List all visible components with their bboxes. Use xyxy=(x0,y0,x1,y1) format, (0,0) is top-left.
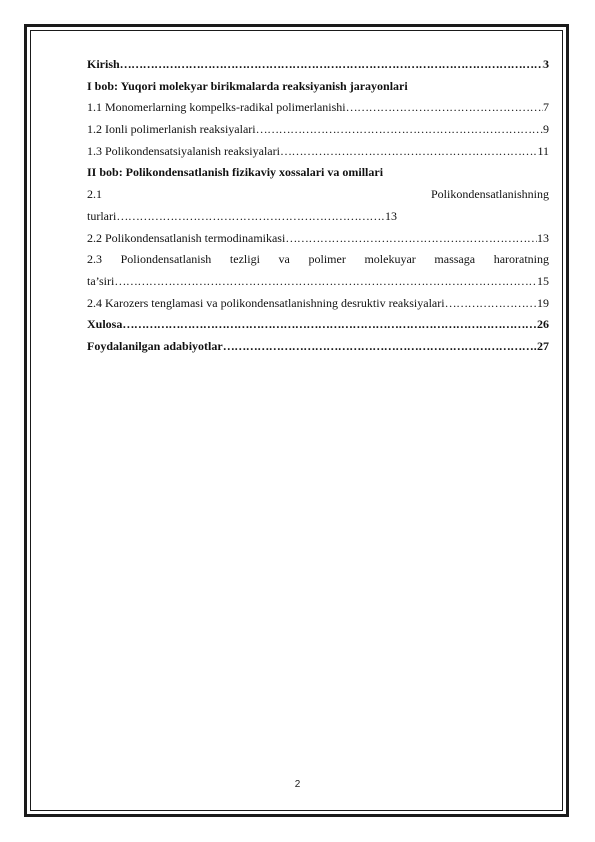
toc-label: 2.2 Polikondensatlanish termodinamikasi xyxy=(87,230,286,245)
toc-word: 2.3 xyxy=(87,252,102,267)
toc-entry-adabiyotlar xyxy=(87,337,549,359)
toc-word: va xyxy=(278,252,290,267)
toc-leader-dots xyxy=(116,207,385,226)
toc-entry-1-3 xyxy=(87,142,549,164)
toc-word: Poliondensatlanish xyxy=(120,252,212,267)
toc-page-number: 7 xyxy=(543,100,549,115)
toc-word: molekuyar xyxy=(364,252,416,267)
toc-chapter-2-heading: II bob: Polikondensatlanish fizikaviy xossalari va omillari xyxy=(87,165,384,180)
toc-leader-dots xyxy=(346,98,543,117)
toc-label: turlari xyxy=(87,208,117,223)
toc-entry-kirish xyxy=(87,55,549,77)
toc-page-number: 9 xyxy=(543,122,549,137)
toc-page-number: 13 xyxy=(385,208,397,223)
toc-label: 1.3 Polikondensatsiyalanish reaksiyalari xyxy=(87,143,280,158)
toc-entry-2-1-first-line xyxy=(87,185,549,207)
toc-leader-dots xyxy=(285,229,537,248)
toc-entry-2-4 xyxy=(87,294,549,316)
toc-entry-1-1 xyxy=(87,98,549,120)
toc-section-number: 2.1 xyxy=(87,187,102,202)
page-number: 2 xyxy=(294,779,301,790)
toc-entry-xulosa xyxy=(87,315,549,337)
toc-page-number: 11 xyxy=(537,143,549,158)
toc-leader-dots xyxy=(445,294,537,313)
toc-label: 1.2 Ionli polimerlanish reaksiyalari xyxy=(87,122,256,137)
toc-page-number: 13 xyxy=(537,230,549,245)
toc-chapter-1-heading: I bob: Yuqori molekyar birikmalarda reaksiyanish jarayonlari xyxy=(87,78,408,93)
toc-leader-dots xyxy=(120,55,543,74)
toc-entry-2-2 xyxy=(87,229,549,251)
toc-label: Kirish xyxy=(87,57,120,71)
table-of-contents xyxy=(87,55,549,359)
toc-leader-dots xyxy=(122,315,537,334)
toc-entry-2-3-second-line xyxy=(87,272,549,294)
toc-leader-dots xyxy=(280,142,537,161)
toc-leader-dots xyxy=(223,337,537,356)
toc-word: massaga xyxy=(434,252,476,267)
toc-label: 2.4 Karozers tenglamasi va polikondensatlanishning desruktiv reaksiyalari xyxy=(87,295,445,310)
toc-leader-dots xyxy=(114,272,537,291)
toc-section-title: Polikondensatlanishning xyxy=(431,187,549,202)
toc-entry-2-1-second-line xyxy=(87,207,397,229)
toc-entry-2-3-first-line xyxy=(87,250,549,272)
toc-page-number: 15 xyxy=(537,273,549,288)
toc-word: polimer xyxy=(308,252,346,267)
toc-label: ta’siri xyxy=(87,273,115,288)
toc-label: 1.1 Monomerlarning kompelks-radikal polimerlanishi xyxy=(87,100,346,115)
toc-page-number: 26 xyxy=(537,317,549,332)
toc-page-number: 27 xyxy=(537,338,549,353)
toc-word: haroratning xyxy=(493,252,549,267)
toc-entry-1-2 xyxy=(87,120,549,142)
toc-word: tezligi xyxy=(229,252,260,267)
toc-page-number: 3 xyxy=(543,57,549,71)
toc-label: Foydalanilgan adabiyotlar xyxy=(87,338,223,353)
toc-leader-dots xyxy=(256,120,543,139)
toc-label: Xulosa xyxy=(87,317,123,332)
toc-page-number: 19 xyxy=(537,295,549,310)
